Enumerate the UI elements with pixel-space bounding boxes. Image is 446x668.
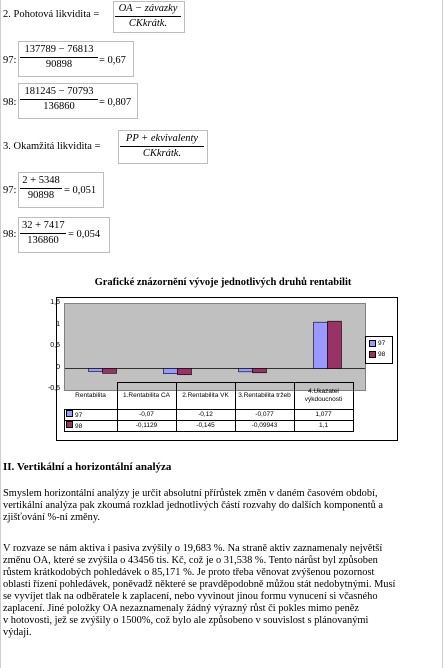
legend-item-97 (369, 340, 385, 348)
bar-98-4 (328, 321, 342, 368)
table-category: 2.Rentabilita VK (176, 383, 235, 410)
y-tick-label: 1 (56, 320, 60, 328)
table-category: 4.Ukazatel výkdoucnosti (294, 383, 353, 410)
legend-label-97: 97 (378, 340, 386, 348)
table-row-header: Rentabilita (65, 383, 118, 410)
table-cell: -0,12 (176, 409, 235, 420)
bar-98-2 (178, 369, 192, 375)
calc97a-numerator: 137789 − 76813 (20, 44, 98, 58)
legend-label-98: 98 (378, 351, 386, 359)
page-margin-right (442, 0, 443, 668)
paragraph-line: v hotovosti, jež se zvýšily o 1500%, což bylo ale způsobeno v souvislost s plánovanými (3, 615, 369, 626)
calc97a-result: = 0,67 (99, 55, 126, 66)
bar-97-2 (164, 369, 178, 374)
legend-item-98 (369, 351, 385, 359)
formula2-fraction (115, 3, 181, 30)
calc98a-fraction (20, 86, 98, 113)
table-row (65, 409, 354, 420)
formula3-label: 3. Okamžitá likvidita = (3, 141, 101, 152)
calc98b-prefix: 98: (3, 229, 17, 240)
formula2-denominator: CKkrátk. (128, 18, 168, 29)
bar-97-1 (89, 369, 103, 372)
calc98b-denominator: 136860 (27, 235, 59, 246)
paragraph-line: V rozvaze se nám aktiva i pasiva zvýšily o 19,683 %. Na straně aktiv zaznamenaly největší (3, 543, 383, 554)
legend-swatch-98 (369, 351, 376, 358)
paragraph-line: zjišťování %-ní změny. (3, 512, 100, 523)
table-cell: 1,077 (294, 409, 353, 420)
formula3-denominator: CKkrátk. (142, 148, 182, 159)
table-category: 3.Rentabilita tržeb (235, 383, 294, 410)
table-series-label: 98 (65, 420, 118, 431)
table-header-row (65, 383, 354, 410)
bar-98-1 (103, 369, 117, 374)
calc98a-denominator: 136860 (43, 101, 75, 112)
calc97b-numerator: 2 + 5348 (20, 175, 62, 189)
paragraph-1 (3, 488, 441, 524)
paragraph-line: růstem krátkodobých pohledávek o 85,171 %. Je proto třeba věnovat zvýšenou pozornost (3, 567, 375, 578)
paragraph-line: zaplacení. Jiné položky OA nezaznamenaly žádný výrazný růst či pokles mimo peněz (3, 603, 360, 614)
formula2-label: 2. Pohotová likvidita = (3, 9, 100, 20)
page-margin-left (0, 0, 1, 668)
bar-97-4 (314, 322, 328, 368)
formula3-fraction (120, 133, 204, 160)
calc98a-prefix: 98: (3, 97, 17, 108)
calc98b-fraction (20, 220, 66, 247)
formula2-numerator: OA − závazky (115, 3, 181, 17)
calc97a-fraction (20, 44, 98, 71)
calc98a-numerator: 181245 − 70793 (20, 86, 98, 100)
table-cell: -0,145 (176, 420, 235, 431)
paragraph-line: výdaji. (3, 627, 32, 638)
calc98a-result: = 0,807 (99, 97, 132, 108)
paragraph-line: vertikální analýza pak zkoumá rozklad jednotlivých částí rozvahy do dalších komponentů a (3, 500, 383, 511)
y-tick-label: 1,5 (50, 299, 60, 306)
table-row (65, 420, 354, 431)
table-cell: -0,1129 (117, 420, 176, 431)
calc98b-result: = 0,054 (68, 229, 101, 240)
calc97a-prefix: 97: (3, 55, 17, 66)
paragraph-line: Smyslem horizontální analýzy je určit absolutní přírůstek změn v daném časovém období, (3, 488, 378, 499)
bar-chart (65, 304, 365, 390)
calc97b-prefix: 97: (3, 185, 17, 196)
calc97a-denominator: 90898 (45, 59, 73, 70)
plot-area (64, 303, 366, 391)
calc98b-numerator: 32 + 7417 (20, 220, 66, 234)
y-tick-label: -0,5 (47, 385, 60, 392)
table-category: 1.Rentabilita CA (117, 383, 176, 410)
y-tick-label: 0,5 (50, 342, 60, 349)
table-cell: -0,09943 (235, 420, 294, 431)
table-cell: -0,077 (235, 409, 294, 420)
legend-swatch-97 (369, 340, 376, 347)
paragraph-2 (3, 543, 441, 639)
paragraph-line: změnu OA, které se zvýšila o 43456 tis. Kč, což je o 31,538 %. Tento nárůst byl způsoben (3, 555, 378, 566)
formula3-numerator: PP + ekvivalenty (120, 133, 204, 147)
chart-legend (365, 336, 393, 364)
paragraph-line: oblasti řízení pohledávek, poněvadž některé se pravděpodobně můžou stát nedobytnými. Musí (3, 579, 396, 590)
table-cell: 1,1 (294, 420, 353, 431)
chart-data-table (64, 382, 354, 432)
table-cell: -0,07 (117, 409, 176, 420)
calc97b-fraction (20, 175, 62, 202)
y-tick-label: 0 (56, 363, 60, 371)
table-series-label: 97 (65, 409, 118, 420)
chart-title: Grafické znázornění vývoje jednotlivých druhů rentabilit (94, 277, 352, 288)
calc97b-denominator: 90898 (27, 190, 55, 201)
calc97b-result: = 0,051 (64, 185, 97, 196)
bar-97-3 (239, 369, 253, 372)
section-heading: II. Vertikální a horizontální analýza (3, 461, 172, 473)
paragraph-line: se vyvíjet tlak na odběratele k zaplacení, nebo vyvinout jinou formu vynucení si včasného (3, 591, 378, 602)
bar-98-3 (253, 369, 267, 373)
